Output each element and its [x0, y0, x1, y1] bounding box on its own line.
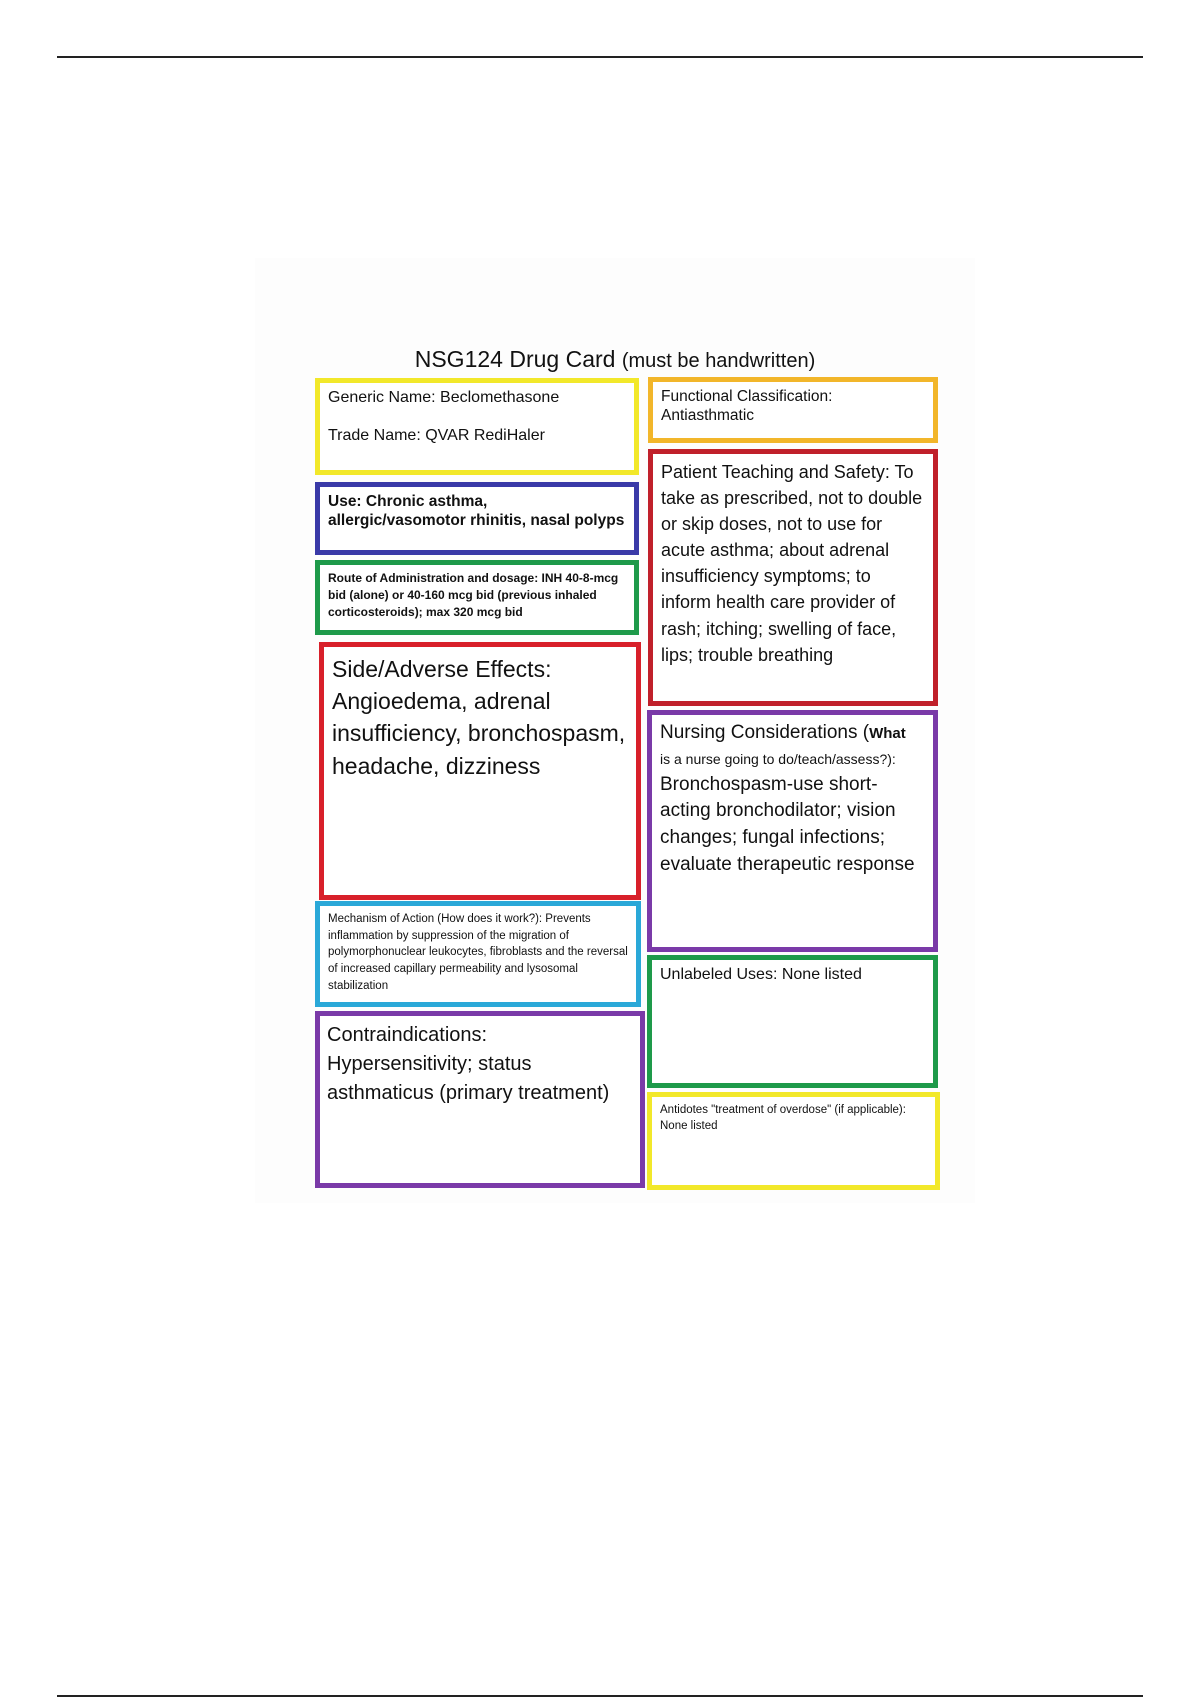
route-dosage-box	[315, 560, 639, 635]
nursing-heading	[660, 720, 925, 747]
patient-teaching-box	[648, 449, 938, 706]
card-title-main: NSG124 Drug Card	[414, 346, 616, 372]
nursing-question: is a nurse going to do/teach/assess?):	[660, 750, 896, 767]
use-text: Use: Chronic asthma, allergic/vasomotor rhinitis, nasal polyps	[328, 493, 625, 530]
use-box	[315, 482, 639, 555]
antidotes-text: Antidotes "treatment of overdose" (if applicable): None listed	[660, 1104, 906, 1133]
functional-classification: Functional Classification: Antiasthmatic	[661, 388, 833, 425]
card-title	[255, 346, 975, 373]
patient-teaching-text: Patient Teaching and Safety: To take as prescribed, not to double or skip doses, not to use for acute asthma; about adrenal insufficiency symptoms; to inform health care provider of rash; itching; swelling of face, lips; trouble breathing	[661, 462, 923, 665]
generic-name: Generic Name: Beclomethasone	[328, 389, 560, 406]
route-dosage-text: Route of Administration and dosage: INH 40-8-mcg bid (alone) or 40-160 mcg bid (previous inhaled corticosteroids); max 320 mcg bid	[328, 571, 619, 619]
mechanism-box	[315, 901, 641, 1007]
side-effects-text: Side/Adverse Effects: Angioedema, adrenal insufficiency, bronchospasm, headache, dizziness	[332, 656, 626, 779]
contraindications-text: Contraindications: Hypersensitivity; status asthmaticus (primary treatment)	[327, 1024, 610, 1104]
nursing-body: Bronchospasm-use short-acting bronchodilator; vision changes; fungal infections; evaluate therapeutic response	[660, 773, 915, 875]
nursing-heading-text: Nursing Considerations (	[660, 722, 870, 743]
trade-name: Trade Name: QVAR RediHaler	[328, 427, 545, 444]
card-title-note: (must be handwritten)	[621, 350, 816, 372]
generic-name-box	[315, 378, 639, 475]
drug-card-image	[255, 258, 975, 1203]
header-rule	[57, 56, 1143, 58]
contraindications-box	[315, 1011, 645, 1188]
mechanism-text: Mechanism of Action (How does it work?): Prevents inflammation by suppression of the migration of polymorphonuclear leukocytes, fibroblasts and the reversal of increased capillary permeability and lysosomal stabilization	[328, 913, 628, 992]
unlabeled-uses-text: Unlabeled Uses: None listed	[660, 966, 862, 983]
nursing-heading-bold: What	[869, 725, 906, 742]
nursing-considerations-box	[647, 710, 938, 952]
footer-rule	[57, 1695, 1143, 1697]
side-effects-box	[319, 642, 641, 900]
unlabeled-uses-box	[647, 955, 938, 1088]
antidotes-box	[647, 1092, 940, 1190]
functional-classification-box	[648, 377, 938, 443]
